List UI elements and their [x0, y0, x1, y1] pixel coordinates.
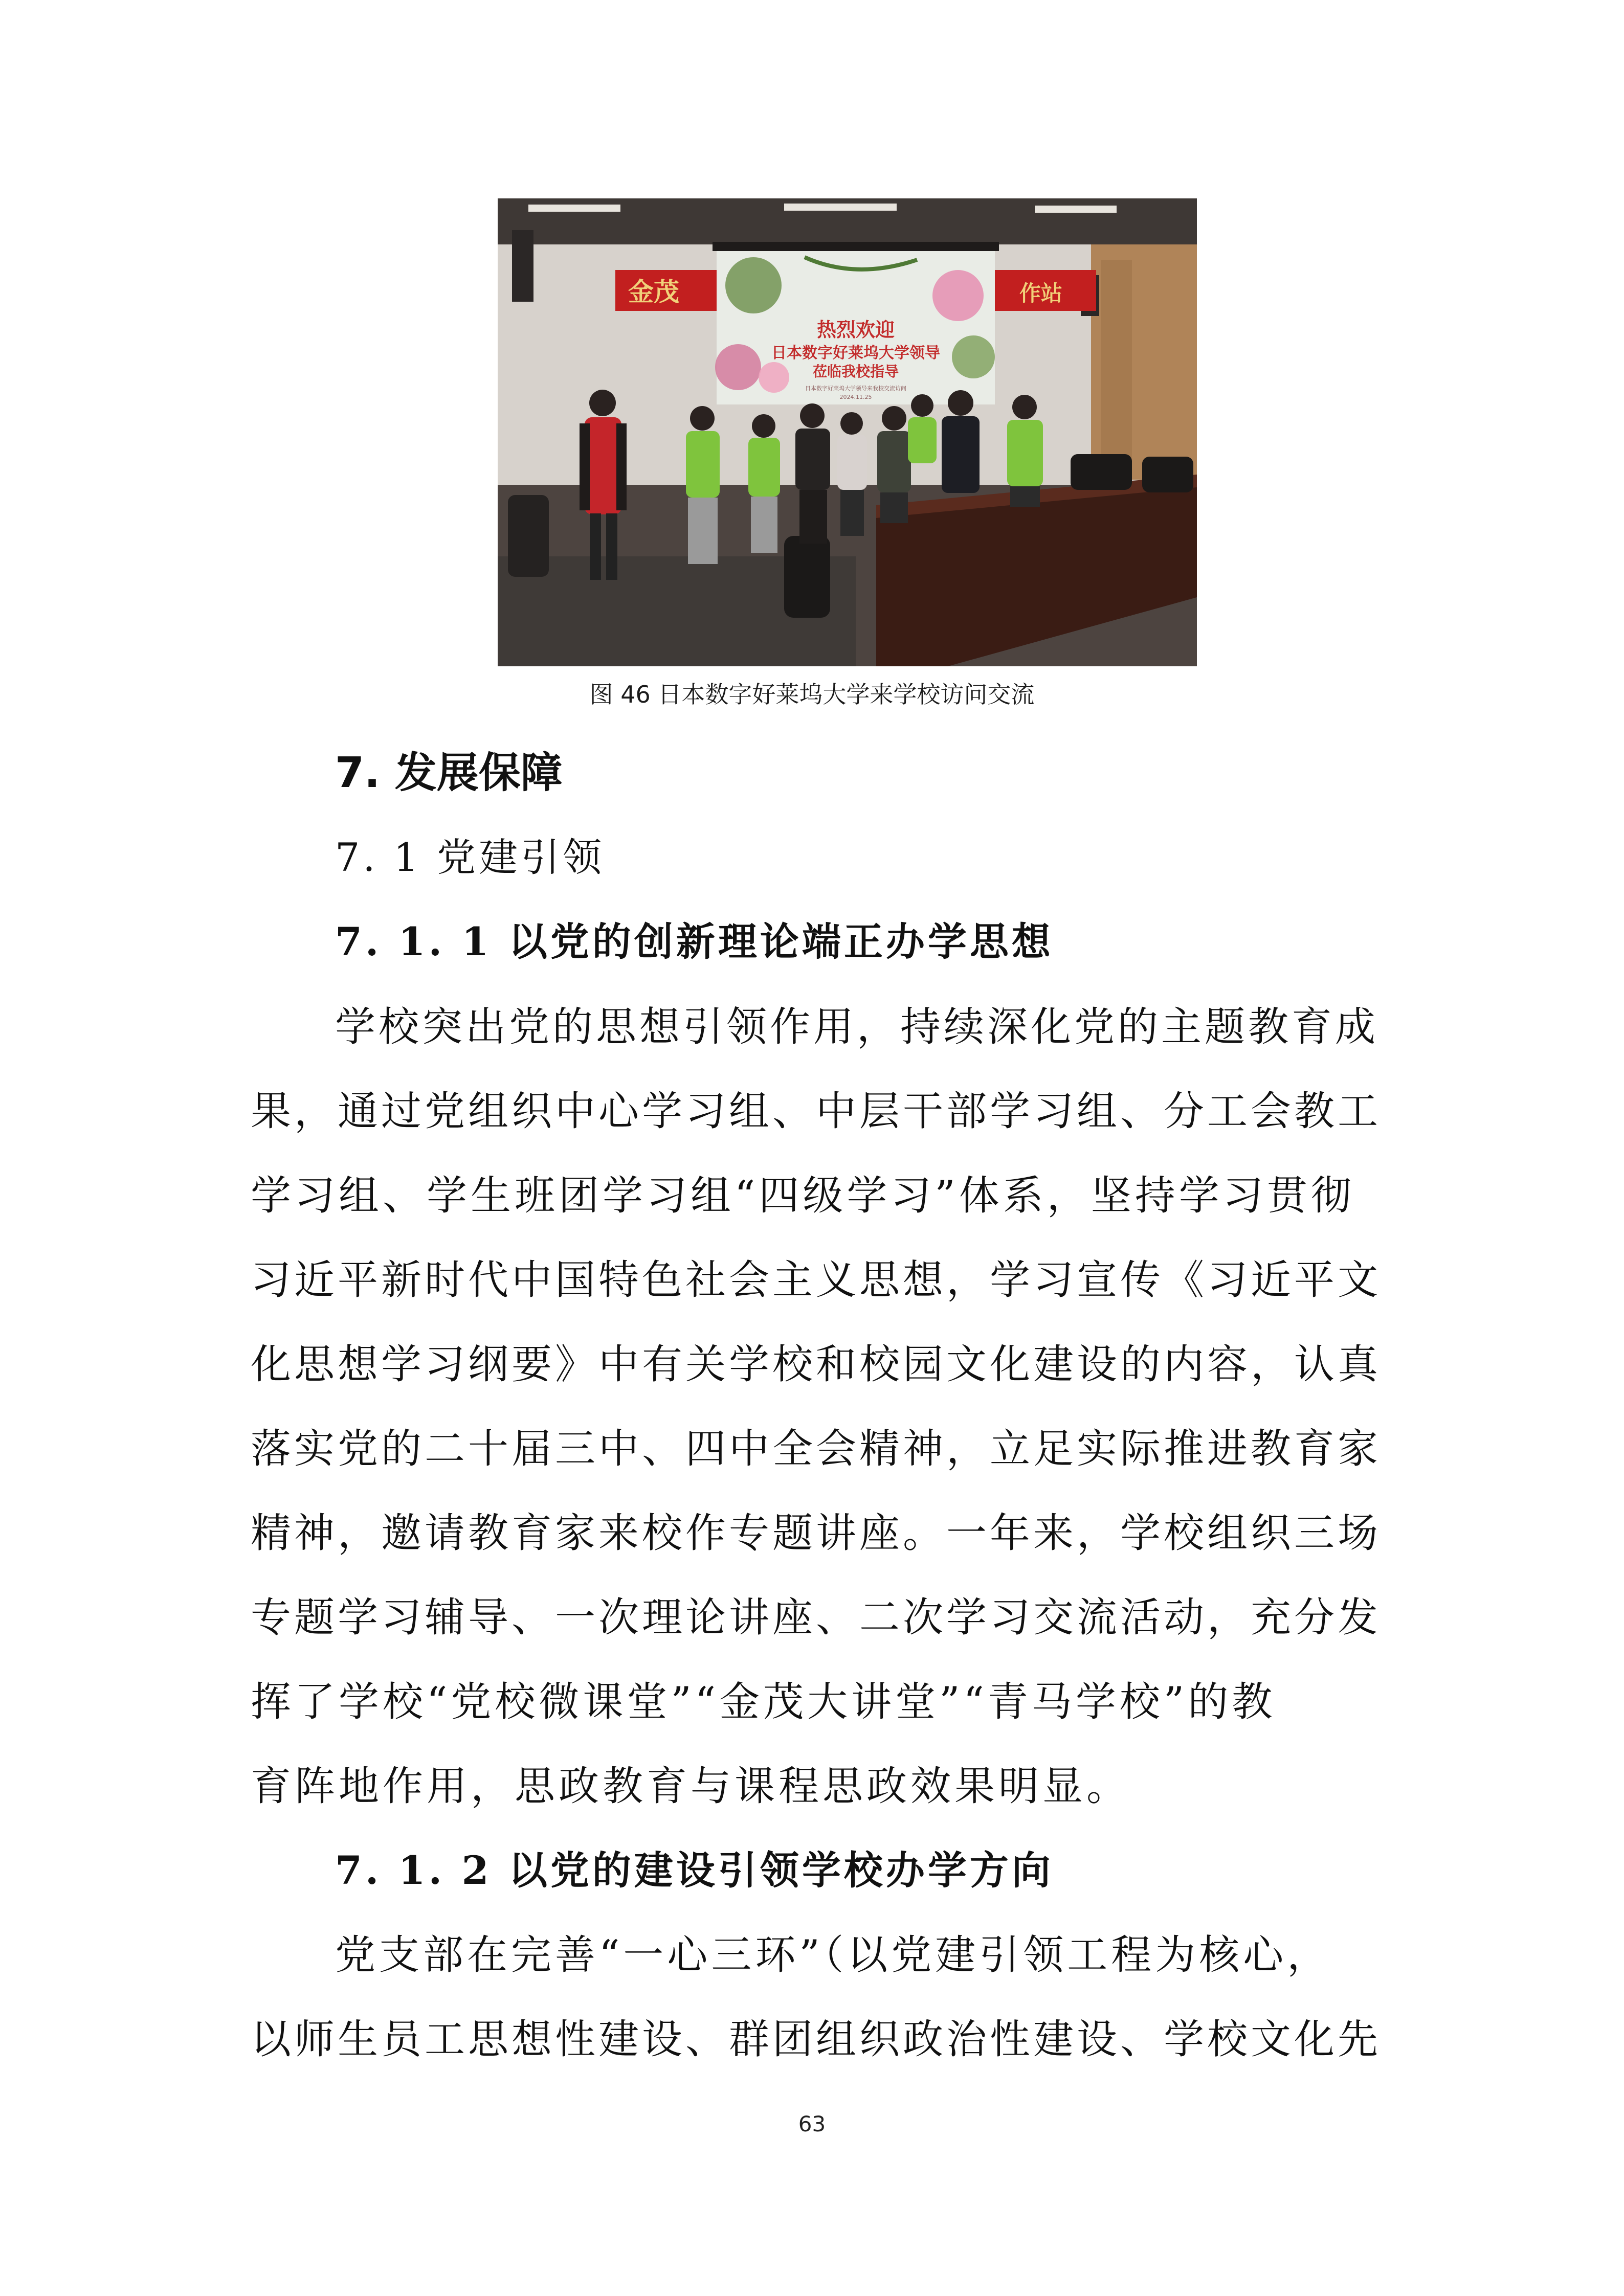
page-number: 63: [798, 2111, 826, 2136]
paragraph-line: 落实党的二十届三中、四中全会精神，立足实际推进教育家: [251, 1425, 1381, 1472]
screen-line-1: 日本数字好莱坞大学领导: [771, 344, 940, 362]
section-heading: 7. 发展保障: [335, 749, 563, 797]
event-photo-illustration: [498, 198, 1197, 666]
subsection-heading: 7. 1 党建引领: [335, 835, 605, 880]
screen-title: 热烈欢迎: [816, 318, 895, 341]
subsubsection-heading-2: 7. 1. 2 以党的建设引领学校办学方向: [335, 1848, 1054, 1893]
banner-right-text: 作站: [1019, 281, 1063, 306]
paragraph-line: 以师生员工思想性建设、群团组织政治性建设、学校文化先: [251, 2016, 1381, 2063]
paragraph-line: 果，通过党组织中心学习组、中层干部学习组、分工会教工: [251, 1088, 1381, 1135]
screen-small-1: 日本数字好莱坞大学领导来我校交流访问: [805, 385, 906, 392]
paragraph-line: 化思想学习纲要》中有关学校和校园文化建设的内容，认真: [251, 1341, 1381, 1388]
figure-caption: 图 46 日本数字好莱坞大学来学校访问交流: [589, 681, 1035, 708]
paragraph-line: 挥了学校“党校微课堂”“金茂大讲堂”“青马学校”的教: [251, 1678, 1276, 1725]
screen-line-2: 莅临我校指导: [812, 363, 899, 380]
event-photo: [498, 198, 1197, 666]
paragraph-line: 精神，邀请教育家来校作专题讲座。一年来，学校组织三场: [251, 1510, 1381, 1557]
paragraph-line: 学习组、学生班团学习组“四级学习”体系，坚持学习贯彻: [251, 1172, 1355, 1219]
paragraph-line: 党支部在完善“一心三环”（以党建引领工程为核心，: [335, 1931, 1331, 1978]
paragraph-line: 育阵地作用，思政教育与课程思政效果明显。: [251, 1763, 1130, 1810]
paragraph-line: 专题学习辅导、一次理论讲座、二次学习交流活动，充分发: [251, 1594, 1381, 1641]
subsubsection-heading-1: 7. 1. 1 以党的创新理论端正办学思想: [335, 919, 1054, 964]
paragraph-line: 习近平新时代中国特色社会主义思想，学习宣传《习近平文: [251, 1256, 1381, 1303]
screen-small-2: 2024.11.25: [839, 394, 872, 400]
banner-left-text: 金茂: [628, 277, 679, 307]
paragraph-line: 学校突出党的思想引领作用，持续深化党的主题教育成: [335, 1003, 1378, 1050]
